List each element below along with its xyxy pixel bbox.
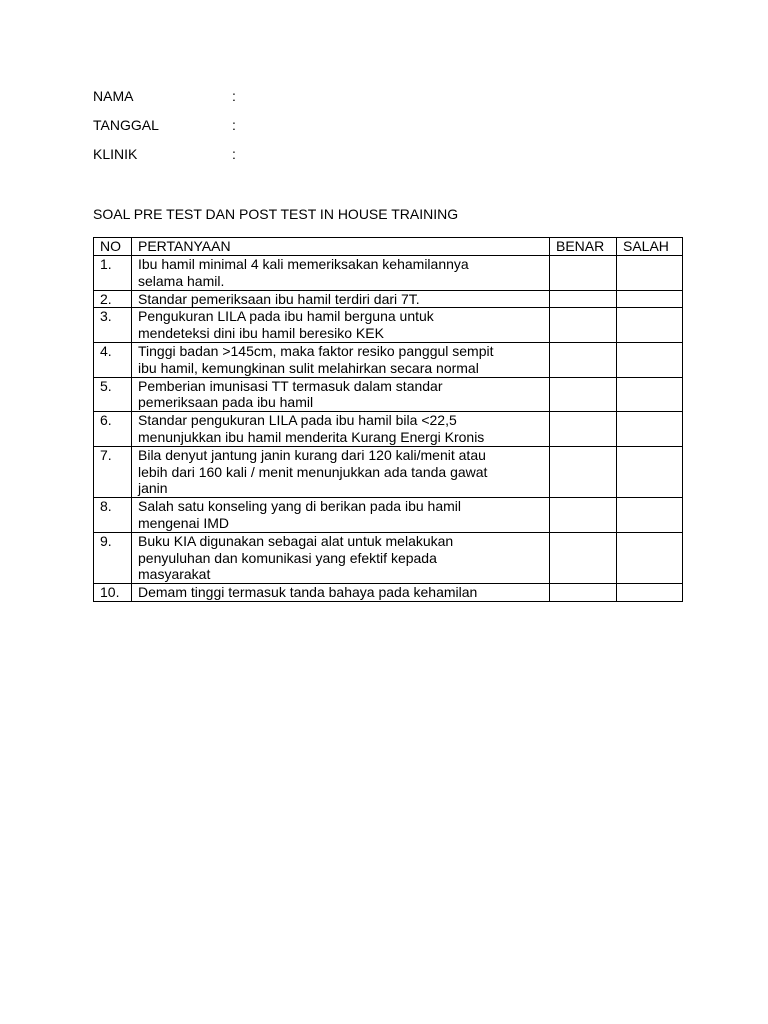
row-number: 1. — [94, 256, 132, 291]
row-number: 6. — [94, 412, 132, 447]
answer-true-cell[interactable] — [550, 377, 617, 412]
answer-false-cell[interactable] — [617, 256, 683, 291]
header-no: NO — [94, 238, 132, 256]
table-row — [94, 290, 683, 308]
answer-false-cell[interactable] — [617, 290, 683, 308]
answer-true-cell[interactable] — [550, 342, 617, 377]
answer-true-cell[interactable] — [550, 584, 617, 602]
answer-false-cell[interactable] — [617, 446, 683, 497]
answer-false-cell[interactable] — [617, 584, 683, 602]
document-title: SOAL PRE TEST DAN POST TEST IN HOUSE TRAINING — [93, 206, 459, 222]
answer-false-cell[interactable] — [617, 498, 683, 533]
table-header-row — [94, 238, 683, 256]
quiz-table — [93, 237, 683, 602]
answer-true-cell[interactable] — [550, 412, 617, 447]
header-question: PERTANYAAN — [132, 238, 550, 256]
row-number: 3. — [94, 308, 132, 343]
field-label: KLINIK — [93, 146, 138, 162]
field-label: TANGGAL — [93, 117, 159, 133]
table-row — [94, 256, 683, 291]
answer-false-cell[interactable] — [617, 342, 683, 377]
row-number: 2. — [94, 290, 132, 308]
question-text: Demam tinggi termasuk tanda bahaya pada kehamilan — [132, 584, 550, 602]
answer-true-cell[interactable] — [550, 532, 617, 583]
question-text: Buku KIA digunakan sebagai alat untuk melakukan penyuluhan dan komunikasi yang efektif kepada masyarakat — [132, 532, 550, 583]
question-text: Standar pemeriksaan ibu hamil terdiri dari 7T. — [132, 290, 550, 308]
row-number: 5. — [94, 377, 132, 412]
question-text: Pengukuran LILA pada ibu hamil berguna untuk mendeteksi dini ibu hamil beresiko KEK — [132, 308, 550, 343]
field-colon: : — [232, 146, 236, 162]
table-row — [94, 446, 683, 497]
question-text: Salah satu konseling yang di berikan pada ibu hamil mengenai IMD — [132, 498, 550, 533]
question-text: Tinggi badan >145cm, maka faktor resiko panggul sempit ibu hamil, kemungkinan sulit melahirkan secara normal — [132, 342, 550, 377]
answer-true-cell[interactable] — [550, 256, 617, 291]
table-row — [94, 412, 683, 447]
row-number: 9. — [94, 532, 132, 583]
answer-true-cell[interactable] — [550, 290, 617, 308]
header-true: BENAR — [550, 238, 617, 256]
table-row — [94, 584, 683, 602]
field-label: NAMA — [93, 88, 134, 104]
field-colon: : — [232, 117, 236, 133]
table-row — [94, 342, 683, 377]
field-colon: : — [232, 88, 236, 104]
question-text: Pemberian imunisasi TT termasuk dalam standar pemeriksaan pada ibu hamil — [132, 377, 550, 412]
row-number: 8. — [94, 498, 132, 533]
answer-false-cell[interactable] — [617, 308, 683, 343]
answer-true-cell[interactable] — [550, 308, 617, 343]
answer-true-cell[interactable] — [550, 446, 617, 497]
question-text: Standar pengukuran LILA pada ibu hamil bila <22,5 menunjukkan ibu hamil menderita Kurang Energi Kronis — [132, 412, 550, 447]
answer-false-cell[interactable] — [617, 412, 683, 447]
question-text: Ibu hamil minimal 4 kali memeriksakan kehamilannya selama hamil. — [132, 256, 550, 291]
answer-true-cell[interactable] — [550, 498, 617, 533]
header-false: SALAH — [617, 238, 683, 256]
table-row — [94, 498, 683, 533]
row-number: 7. — [94, 446, 132, 497]
question-text: Bila denyut jantung janin kurang dari 120 kali/menit atau lebih dari 160 kali / menit menunjukkan ada tanda gawat janin — [132, 446, 550, 497]
answer-false-cell[interactable] — [617, 532, 683, 583]
table-row — [94, 532, 683, 583]
row-number: 4. — [94, 342, 132, 377]
answer-false-cell[interactable] — [617, 377, 683, 412]
table-row — [94, 377, 683, 412]
row-number: 10. — [94, 584, 132, 602]
table-row — [94, 308, 683, 343]
